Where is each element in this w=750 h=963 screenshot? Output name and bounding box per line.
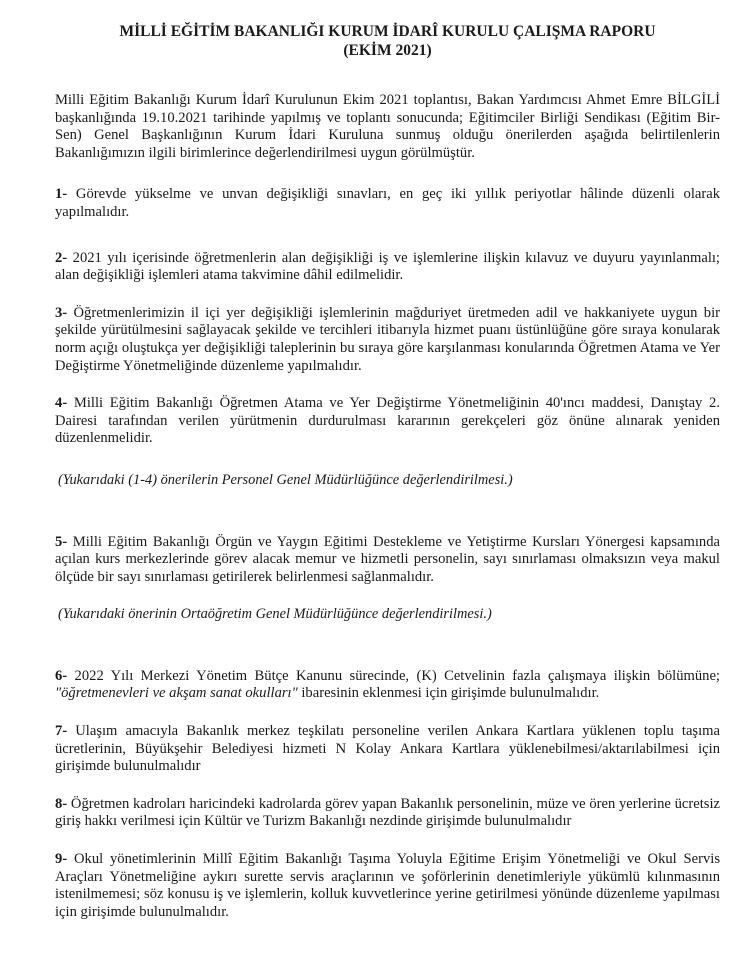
item-number: 1- — [55, 186, 68, 203]
report-date: (EKİM 2021) — [343, 42, 432, 59]
item-4 — [55, 395, 720, 448]
item-text: Okul yönetimlerinin Millî Eğitim Bakanlığı Taşıma Yoluyla Eğitime Erişim Yönetmeliği ve Okul Servis Araçları Yönetmeliğine aykırı surette servis araçlarının ve şoförlerinin denetimleriyle yükümlü kılınmasının istenilmemesi; söz konusu iş ve işlemlerin, kolluk kuvvetlerince yerine getirilmesi yönünde düzenleme yapılması için girişimde bulunulmalıdır. — [55, 851, 721, 920]
item-text-end: ibaresinin eklenmesi için girişimde bulunulmalıdır. — [297, 685, 600, 702]
item-8 — [55, 796, 720, 831]
item-text: Görevde yükselme ve unvan değişikliği sınavları, en geç iki yıllık periyotlar hâlinde düzenli olarak yapılmalıdır. — [55, 186, 720, 220]
note-ortaogretim: (Yukarıdaki önerinin Ortaöğretim Genel Müdürlüğünce değerlendirilmesi.) — [58, 606, 492, 623]
item-number: 5- — [55, 533, 68, 550]
item-text: 2022 Yılı Merkezi Yönetim Bütçe Kanunu sürecinde, (K) Cetvelinin fazla çalışmaya ilişkin bölümüne; — [74, 667, 720, 684]
item-text: Ulaşım amacıyla Bakanlık merkez teşkilatı personeline verilen Ankara Kartlara yüklenen toplu taşıma ücretlerinin, Büyükşehir Belediyesi hizmeti N Kolay Ankara Kartlara yüklenebilmesi/aktarılabilmesi için girişimde bulunulmalıdır — [55, 723, 720, 775]
item-9 — [55, 851, 720, 921]
item-text: 2021 yılı içerisinde öğretmenlerin alan değişikliği iş ve işlemlerine ilişkin kılavuz ve duyuru yayınlanmalı; alan değişikliği işlemleri atama takvimine dâhil edilmelidir. — [55, 249, 720, 284]
item-number: 8- — [55, 795, 68, 812]
item-text: Öğretmen kadroları haricindeki kadrolarda görev yapan Bakanlık personelinin, müze ve ören yerlerine ücretsiz giriş hakkı verilmesi için Kültür ve Turizm Bakanlığı nezdinde girişimde bulunulmalıdır — [55, 795, 720, 830]
note-personel: (Yukarıdaki (1-4) önerilerin Personel Genel Müdürlüğünce değerlendirilmesi.) — [58, 471, 513, 488]
item-2 — [55, 250, 720, 285]
item-7 — [55, 723, 720, 776]
item-text: Milli Eğitim Bakanlığı Öğretmen Atama ve Yer Değiştirme Yönetmeliğinin 40'ıncı maddesi, Danıştay 2. Dairesi tarafından verilen yürütmenin durdurulması kararının gerekçeleri göz önüne alınarak yeniden düzenlenmelidir. — [55, 395, 720, 447]
item-number: 9- — [55, 851, 68, 868]
item-number: 6- — [55, 667, 68, 684]
item-6 — [55, 668, 720, 703]
item-5 — [55, 534, 720, 587]
item-number: 4- — [55, 395, 68, 412]
item-text: Öğretmenlerimizin il içi yer değişikliği işlemlerinin mağduriyet üretmeden adil ve hakkaniyete uygun bir şekilde yürütülmesini sağlayacak şekilde ve tercihleri itibarıyla hizmet puanı üstünlüğüne göre sıraya konularak norm açığı oluştukça yer değişikliği taleplerinin bu sıraya göre karşılanması konularında Öğretmen Atama ve Yer Değiştirme Yönetmeliğinde düzenleme yapılmalıdır. — [55, 304, 720, 374]
item-number: 7- — [55, 723, 68, 740]
report-title: MİLLİ EĞİTİM BAKANLIĞI KURUM İDARÎ KURULU ÇALIŞMA RAPORU — [119, 23, 656, 40]
item-number: 2- — [55, 249, 68, 266]
item-quote: "öğretmenevleri ve akşam sanat okulları" — [55, 685, 298, 702]
item-text: Milli Eğitim Bakanlığı Örgün ve Yaygın Eğitimi Destekleme ve Yetiştirme Kursları Yönergesi kapsamında açılan kurs merkezlerinde görev alacak memur ve hizmetli personelin, sayı sınırlaması olmaksızın veya makul ölçüde bir sayı sınırlaması getirilerek belirlenmesi sağlanmalıdır. — [55, 533, 720, 585]
item-3 — [55, 305, 720, 375]
item-1 — [55, 186, 720, 221]
intro-paragraph: Milli Eğitim Bakanlığı Kurum İdarî Kurulunun Ekim 2021 toplantısı, Bakan Yardımcısı Ahmet Emre BİLGİLİ başkanlığında 19.10.2021 tarihinde yapılmış ve toplantı sonucunda; Eğitimciler Birliği Sendikası (Eğitim Bir-Sen) Genel Başkanlığının Kurum İdari Kuruluna sunmuş olduğu önerilerden aşağıda belirtilenlerin Bakanlığımızın ilgili birimlerince değerlendirilmesi uygun görülmüştür. — [55, 92, 720, 161]
item-number: 3- — [55, 304, 68, 321]
